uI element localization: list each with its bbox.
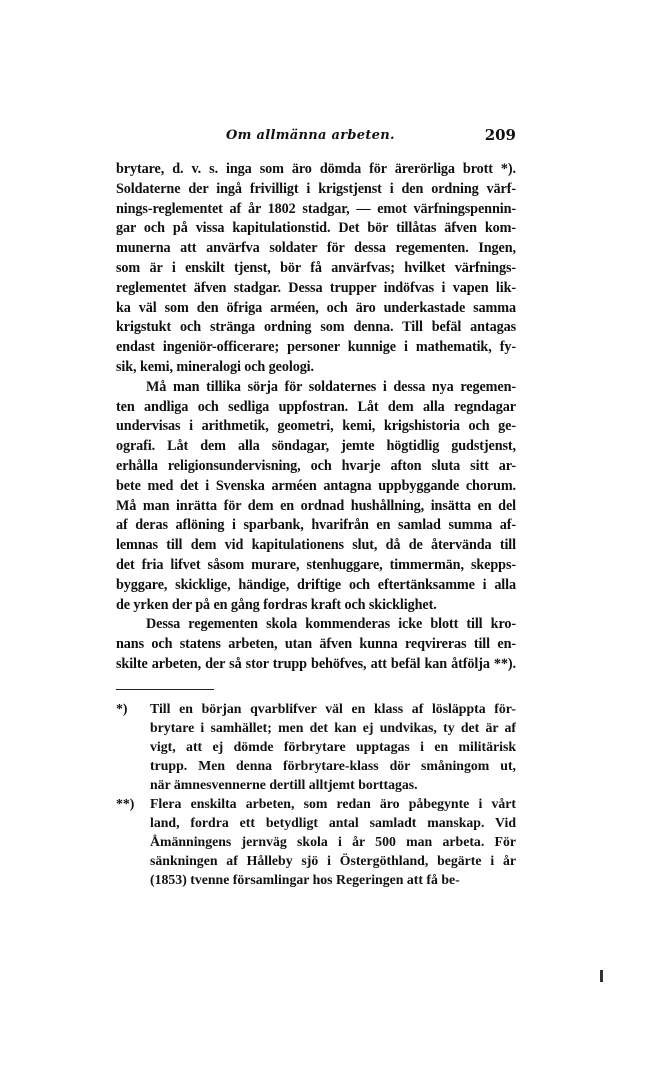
- footnote-1: [116, 699, 516, 794]
- text-line: ografi. Låt dem alla söndagar, jemte högtidlig gudstjenst,: [116, 438, 516, 455]
- text-line: endast ingeniör-officerare; personer kunnige i mathematik, fy-: [116, 339, 516, 356]
- text-line: krigstukt och stränga ordning som denna. Till befäl antagas: [116, 319, 516, 336]
- page-header: [116, 128, 516, 150]
- footnote-2: [116, 794, 516, 889]
- text-line: munerna att anvärfva soldater för dessa regementen. Ingen,: [116, 240, 516, 257]
- text-line: erhålla religionsundervisning, och hvarje afton sluta sitt ar-: [116, 457, 516, 474]
- text-line: Må man tillika sörja för soldaternes i dessa nya regemen-: [146, 378, 516, 395]
- footnotes: [116, 699, 516, 889]
- footnote-line: sänkningen af Hålleby sjö i Östergöthland, begärte i år: [150, 853, 516, 868]
- footnote-line: vigt, att ej dömde förbrytare upptagas i en militärisk: [150, 739, 516, 754]
- footnote-marker: **): [116, 796, 135, 811]
- running-title: Om allmänna arbeten.: [226, 128, 395, 143]
- footnote-line: trupp. Men denna förbrytare-klass dör småningom ut,: [150, 758, 516, 773]
- text-line: gar och på vissa kapitulationstid. Det bör tillåtas äfven kom-: [116, 220, 516, 237]
- main-text: [116, 160, 516, 675]
- text-line: nings-reglementet af år 1802 stadgar, — emot värfningspennin-: [116, 200, 516, 217]
- footnote-text: Till en början qvarblifver väl en klass af lösläppta för-: [150, 701, 516, 716]
- text-line: reglementet äfven stadgar. Dessa trupper indöfvas i vapen lik-: [116, 279, 516, 296]
- text-line: undervisas i arithmetik, geometri, kemi, krigshistoria och ge-: [116, 418, 516, 435]
- footnote-line: när ämnesvennerne dertill alltjemt borttagas.: [150, 777, 418, 792]
- stray-ink-mark: [600, 970, 603, 982]
- text-line: ka väl som den öfriga arméen, och äro underkastade samma: [116, 299, 516, 316]
- footnote-line: [116, 699, 516, 718]
- footnote-text: Flera enskilta arbeten, som redan äro påbegynte i vårt: [150, 796, 516, 811]
- page-number: 209: [484, 126, 516, 144]
- text-line: af deras aflöning i sparbank, hvarifrån en samlad summa af-: [116, 517, 516, 534]
- footnote-line: Åmänningens jernväg skola i år 500 man arbeta. För: [150, 834, 516, 849]
- text-line: Må man inrätta för dem en ordnad hushållning, insätta en del: [116, 497, 516, 514]
- text-line: Soldaterne der ingå frivilligt i krigstjenst i den ordning värf-: [116, 180, 516, 197]
- text-line: ten andliga och sedliga uppfostran. Låt dem alla regndagar: [116, 398, 516, 415]
- text-line: brytare, d. v. s. inga som äro dömda för ärerörliga brott *).: [116, 161, 516, 177]
- footnote-line: [116, 794, 516, 813]
- text-line: bete med det i Svenska arméen antagna uppbyggande chorum.: [116, 477, 516, 494]
- text-line: nans och statens arbeten, utan äfven kunna reqvireras till en-: [116, 636, 516, 653]
- text-line: sik, kemi, mineralogi och geologi.: [116, 358, 314, 375]
- text-line: lemnas till dem vid kapitulationens slut, då de återvända till: [116, 537, 516, 554]
- footnote-line: brytare i samhället; men det kan ej undvikas, ty det är af: [150, 720, 516, 735]
- text-line: det fria lifvet såsom murare, stenhuggare, timmermän, skepps-: [116, 556, 516, 573]
- text-line: som är i enskilt tjenst, bör få anvärfvas; hvilket värfnings-: [116, 259, 516, 276]
- text-line: skilte arbeten, der så stor trupp behöfves, att befäl kan åtfölja **).: [116, 655, 516, 672]
- text-line: byggare, skicklige, händige, driftige och eftertänksamme i alla: [116, 576, 516, 593]
- footnote-divider: [116, 689, 214, 690]
- text-line: Dessa regementen skola kommenderas icke blott till kro-: [146, 616, 516, 633]
- footnote-line: (1853) tvenne församlingar hos Regeringen att få be-: [150, 872, 460, 887]
- text-line: de yrken der på en gång fordras kraft och skicklighet.: [116, 596, 437, 613]
- footnote-line: land, fordra ett betydligt antal samladt manskap. Vid: [150, 815, 516, 830]
- footnote-marker: *): [116, 701, 128, 716]
